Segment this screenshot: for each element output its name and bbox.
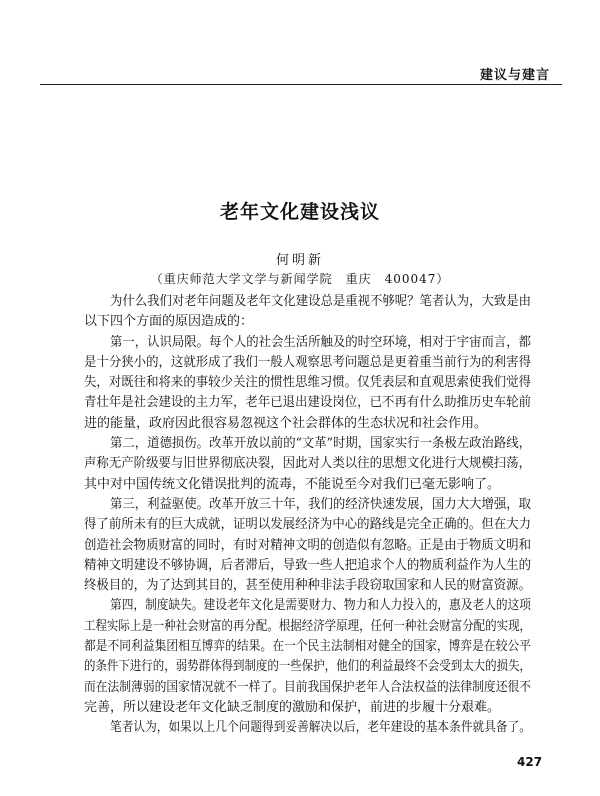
text-line-row: [84, 515, 531, 535]
text-line: 声称无产阶级要与旧世界彻底决裂，因此对人类以往的思想文化进行大规模扫荡，: [84, 456, 531, 472]
text-line: 以下四个方面的原因造成的：: [84, 314, 254, 330]
author-name: 何明新: [275, 253, 324, 268]
text-line-row: [84, 475, 531, 495]
text-line: 青壮年是社会建设的主力军，老年已退出建设岗位，已不再有什么助推历史车轮前: [84, 395, 531, 411]
text-line-row: [84, 414, 531, 434]
text-line-row: [84, 556, 531, 576]
text-line: 精神文明建设不够协调，后者滞后，导致一些人把追求个人的物质利益作为人生的: [84, 557, 531, 573]
text-line-row: [84, 373, 531, 393]
text-line-row: [84, 678, 531, 698]
text-line: 第二，道德损伤。改革开放以前的“文革”时期，国家实行一条极左政治路线，: [110, 436, 531, 452]
text-line: 的条件下进行的，弱势群体得到制度的一些保护，他们的利益最终不会受到太大的损失，: [84, 659, 531, 675]
text-line: 第一，认识局限。每个人的社会生活所触及的时空环境，相对于宇宙而言，都: [110, 334, 531, 350]
text-line: 是十分狭小的，这就形成了我们一般人观察思考问题总是更着重当前行为的利害得: [84, 354, 531, 370]
text-line-row: [84, 393, 531, 413]
text-line: 创造社会物质财富的同时，有时对精神文明的创造似有忽略。正是由于物质文明和: [84, 537, 531, 553]
text-line: 而在法制薄弱的国家情况就不一样了。目前我国保护老年人合法权益的法律制度还很不: [84, 679, 531, 695]
article-body: [84, 292, 531, 739]
text-line: 第三，利益驱使。改革开放三十年，我们的经济快速发展，国力大大增强，取: [110, 496, 531, 512]
text-line-row: [84, 434, 531, 454]
text-line-row: [84, 637, 531, 657]
paragraph: [84, 434, 531, 495]
text-line: 完善，所以建设老年文化缺乏制度的激励和保护，前进的步履十分艰难。: [84, 699, 501, 715]
text-line: 失，对既往和将来的事较少关注的惯性思维习惯。仅凭表层和直观思索使我们觉得: [84, 375, 531, 391]
text-line-row: [84, 353, 531, 373]
text-line: 其中对中国传统文化错误批判的流毒，不能说至今对我们已毫无影响了。: [84, 476, 501, 492]
text-line: 终极目的，为了达到其目的，甚至使用种种非法手段窃取国家和人民的财富资源。: [84, 578, 531, 594]
text-line-row: [84, 495, 531, 515]
paragraph: [84, 495, 531, 596]
text-line-row: [84, 576, 531, 596]
text-line-row: [84, 333, 531, 353]
text-line-row: [84, 454, 531, 474]
text-line-row: [84, 596, 531, 616]
author-affiliation: （重庆师范大学文学与新闻学院 重庆 400047）: [150, 272, 450, 286]
text-line-row: [84, 617, 531, 637]
text-line: 第四，制度缺失。建设老年文化是需要财力、物力和人力投入的，惠及老人的这项: [110, 598, 531, 614]
text-line-row: [84, 698, 531, 718]
text-line: 都是不同利益集团相互博弈的结果。在一个民主法制相对健全的国家，博弈是在较公平: [84, 639, 531, 655]
text-line: 得了前所未有的巨大成就，证明以发展经济为中心的路线是完全正确的。但在大力: [84, 517, 531, 533]
text-line-row: [84, 657, 531, 677]
text-line-row: [84, 536, 531, 556]
text-line-row: [84, 718, 531, 738]
page-number: 427: [517, 755, 543, 769]
text-line: 笔者认为，如果以上几个问题得到妥善解决以后，老年建设的基本条件就具备了。: [110, 720, 531, 736]
article-title: 老年文化建设浅议: [219, 201, 380, 223]
paragraph: [84, 292, 531, 333]
text-line-row: [84, 292, 531, 312]
running-header: [40, 62, 562, 85]
paragraph: [84, 718, 531, 738]
text-line: 为什么我们对老年问题及老年文化建设总是重视不够呢？笔者认为，大致是由: [110, 294, 531, 309]
text-line-row: [84, 312, 531, 332]
text-line: 进的能量，政府因此很容易忽视这个社会群体的生态状况和社会作用。: [84, 415, 488, 431]
section-label: 建议与建言: [479, 68, 550, 83]
text-line: 工程实际上是一种社会财富的再分配。根据经济学原理，任何一种社会财富分配的实现，: [84, 618, 531, 634]
paragraph: [84, 333, 531, 434]
paragraph: [84, 596, 531, 718]
